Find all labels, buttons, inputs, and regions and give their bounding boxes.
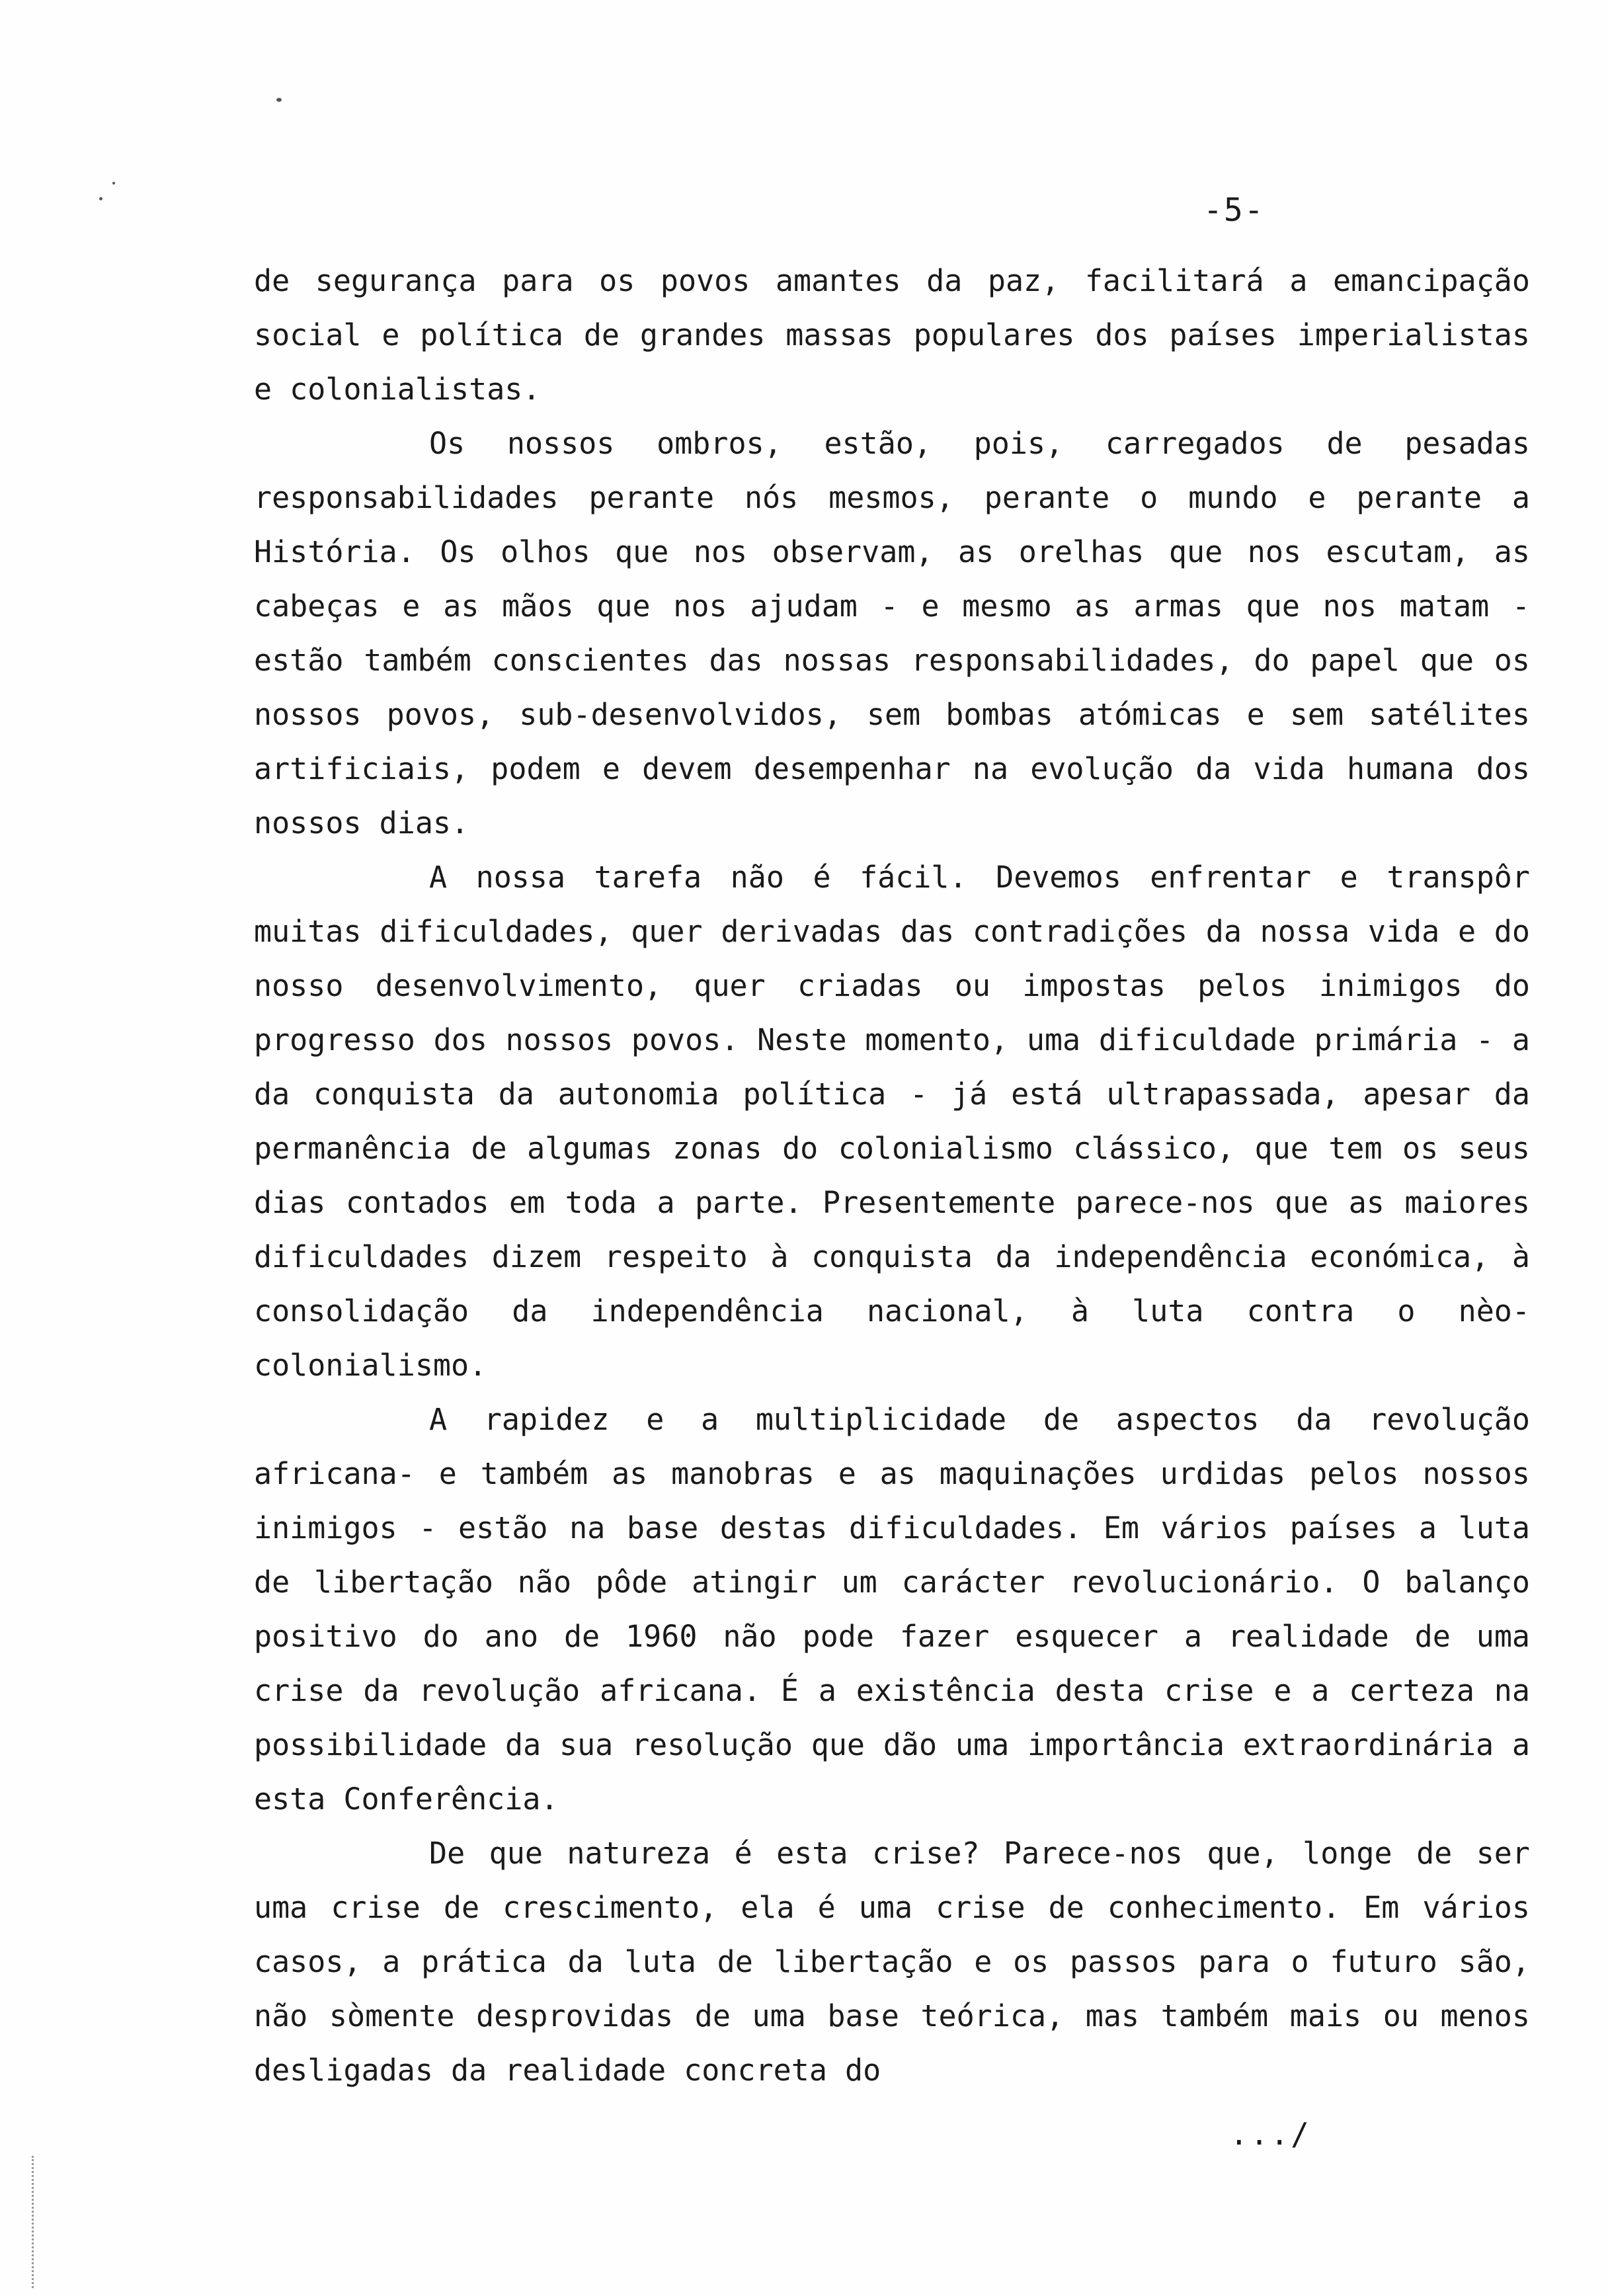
paragraph: Os nossos ombros, estão, pois, carregados de pesadas responsabilidades perante nós mesmos, perante o mundo e perante a História. Os olhos que nos observam, as orelhas que nos escutam, as cabeças e as mãos que nos ajudam - e mesmo as armas que nos matam - estão também conscientes das nossas responsabilidades, do papel que os nossos povos, sub-desenvolvidos, sem bombas atómicas e sem satélites artificiais, podem e devem desempenhar na evolução da vida humana dos nossos dias. [254, 426, 1530, 840]
paragraph: A rapidez e a multiplicidade de aspectos da revolução africana- e também as manobras e as maquinações urdidas pelos nossos inimigos - estão na base destas dificuldades. Em vários países a luta de libertação não pôde atingir um carácter revolucionário. O balanço positivo do ano de 1960 não pode fazer esquecer a realidade de uma crise da revolução africana. É a existência desta crise e a certeza na possibilidade da sua resolução que dão uma importância extraordinária a esta Conferência. [254, 1402, 1530, 1817]
scan-speck [99, 197, 102, 200]
body-text [254, 254, 1530, 2098]
paragraph: De que natureza é esta crise? Parece-nos que, longe de ser uma crise de crescimento, ela é uma crise de conhecimento. Em vários casos, a prática da luta de libertação e os passos para o futuro são, não sòmente desprovidas de uma base teórica, mas também mais ou menos desligadas da realidade concreta do [254, 1836, 1530, 2088]
scan-margin-dots [32, 2156, 36, 2288]
scan-speck [112, 182, 115, 184]
scan-speck [276, 98, 282, 102]
paragraph: de segurança para os povos amantes da paz, facilitará a emancipação social e política de grandes massas populares dos países imperialistas e colonialistas. [254, 263, 1530, 407]
continuation-mark: .../ [1230, 2116, 1311, 2152]
page-number: -5- [1203, 192, 1265, 229]
paragraph: A nossa tarefa não é fácil. Devemos enfrentar e transpôr muitas dificuldades, quer derivadas das contradições da nossa vida e do nosso desenvolvimento, quer criadas ou impostas pelos inimigos do progresso dos nossos povos. Neste momento, uma dificuldade primária - a da conquista da autonomia política - já está ultrapassada, apesar da permanência de algumas zonas do colonialismo clássico, que tem os seus dias contados em toda a parte. Presentemente parece-nos que as maiores dificuldades dizem respeito à conquista da independência económica, à consolidação da independência nacional, à luta contra o nèo-colonialismo. [254, 860, 1530, 1383]
